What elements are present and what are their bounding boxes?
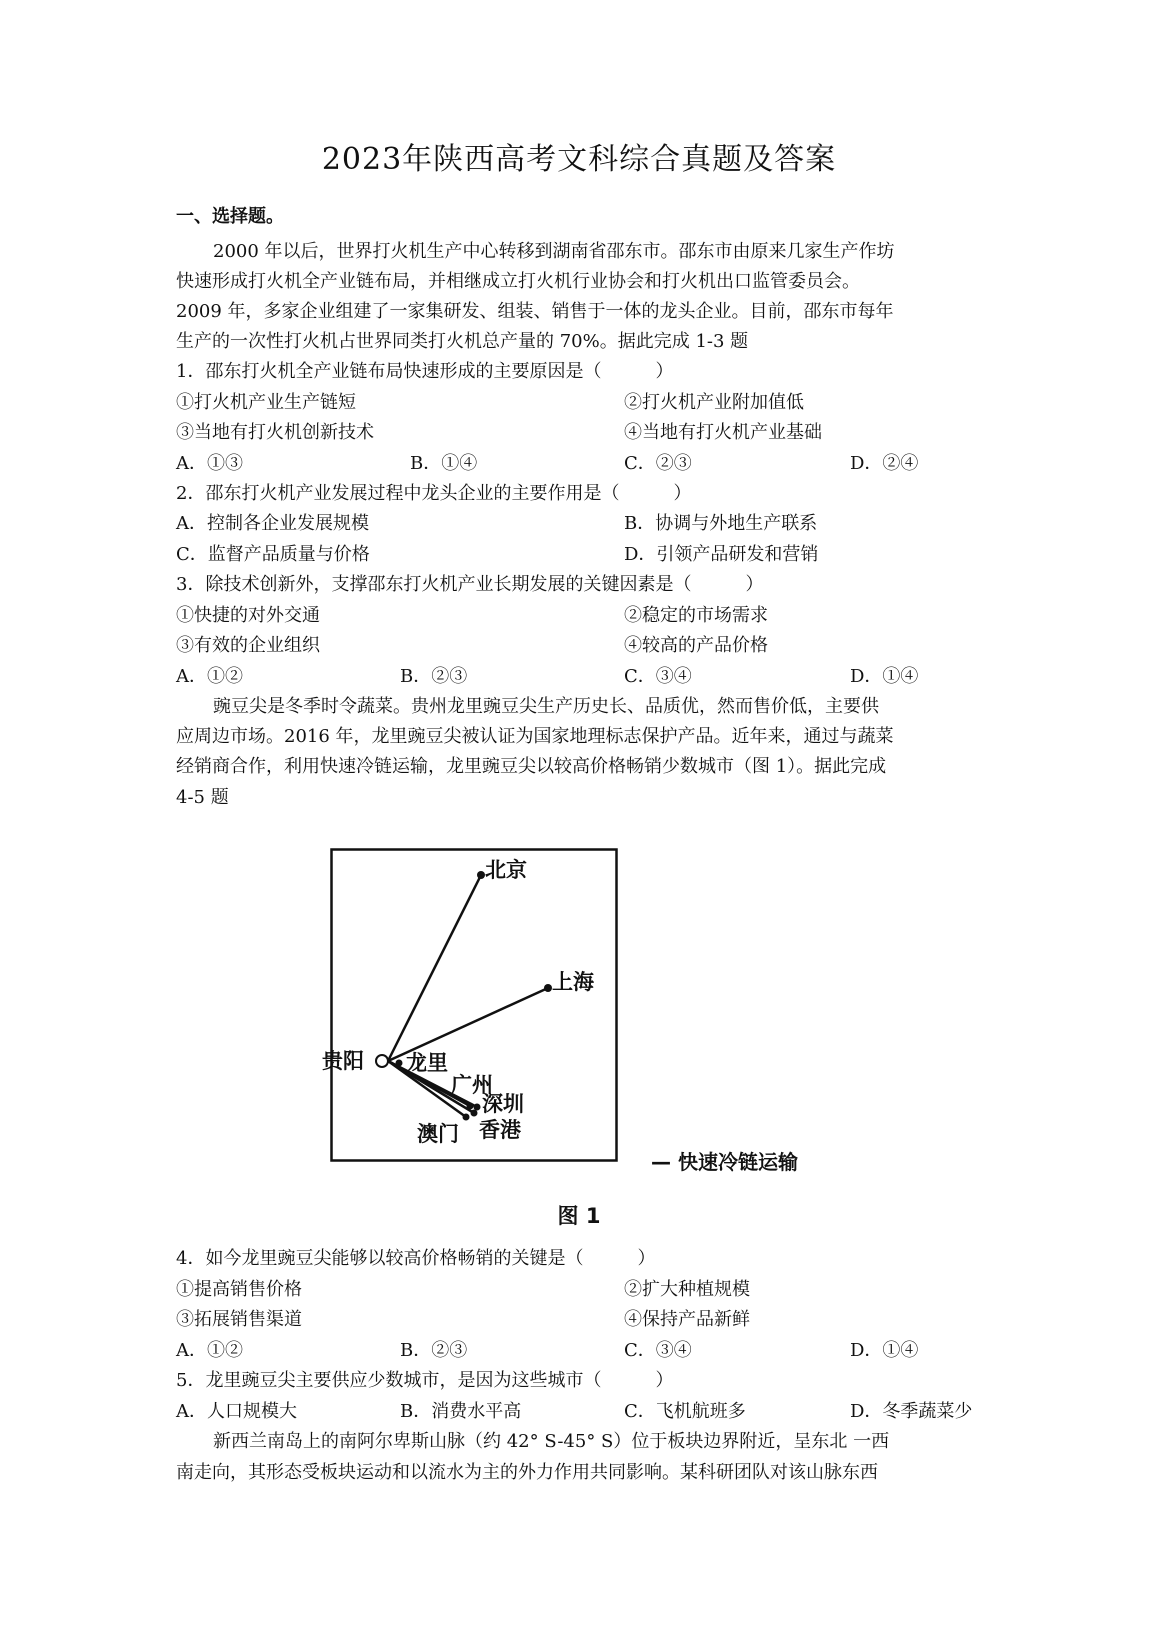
question-4-stem: 4．如今龙里豌豆尖能够以较高价格畅销的关键是（ ） bbox=[176, 1248, 656, 1269]
question-3-option-b: B．②③ bbox=[400, 666, 468, 687]
figure-1-map bbox=[322, 848, 860, 1188]
question-1-option-b: B．①④ bbox=[410, 453, 478, 474]
passage-1-line: 生产的一次性打火机占世界同类打火机总产量的 70%。据此完成 1-3 题 bbox=[176, 331, 749, 352]
macau-point bbox=[463, 1114, 470, 1121]
label-macau: 澳门 bbox=[417, 1122, 459, 1146]
question-5-option-b: B．消费水平高 bbox=[400, 1401, 522, 1422]
question-4-item: ②扩大种植规模 bbox=[624, 1279, 750, 1300]
passage-2-line: 豌豆尖是冬季时令蔬菜。贵州龙里豌豆尖生产历史长、品质优，然而售价低，主要供 bbox=[213, 696, 879, 717]
question-3-item: ②稳定的市场需求 bbox=[624, 605, 768, 626]
shenzhen-point bbox=[474, 1104, 481, 1111]
question-2-option-d: D．引领产品研发和营销 bbox=[624, 544, 819, 565]
figure-1-svg bbox=[330, 848, 860, 1188]
question-2-stem: 2．邵东打火机产业发展过程中龙头企业的主要作用是（ ） bbox=[176, 483, 692, 504]
label-shenzhen: 深圳 bbox=[482, 1092, 524, 1116]
longli-point bbox=[396, 1060, 403, 1067]
section-heading: 一、选择题。 bbox=[176, 206, 284, 227]
passage-2-line: 经销商合作，利用快速冷链运输，龙里豌豆尖以较高价格畅销少数城市（图 1）。据此完成 bbox=[176, 756, 887, 777]
guiyang-point bbox=[376, 1055, 388, 1067]
question-1-item: ②打火机产业附加值低 bbox=[624, 392, 804, 413]
question-2-option-c: C．监督产品质量与价格 bbox=[176, 544, 370, 565]
question-4-item: ④保持产品新鲜 bbox=[624, 1309, 750, 1330]
question-3-item: ④较高的产品价格 bbox=[624, 635, 768, 656]
passage-2-line: 应周边市场。2016 年，龙里豌豆尖被认证为国家地理标志保护产品。近年来，通过与蔬菜 bbox=[176, 726, 894, 747]
question-3-item: ③有效的企业组织 bbox=[176, 635, 320, 656]
question-1-item: ③当地有打火机创新技术 bbox=[176, 422, 374, 443]
label-beijing: 北京 bbox=[485, 858, 527, 882]
question-5-option-c: C．飞机航班多 bbox=[624, 1401, 746, 1422]
question-5-stem: 5．龙里豌豆尖主要供应少数城市，是因为这些城市（ ） bbox=[176, 1370, 674, 1391]
figure-1-legend: — 快速冷链运输 bbox=[651, 1150, 798, 1174]
passage-1-line: 快速形成打火机全产业链布局，并相继成立打火机行业协会和打火机出口监管委员会。 bbox=[176, 271, 860, 292]
label-longli: 龙里 bbox=[406, 1051, 448, 1075]
question-4-option-d: D．①④ bbox=[850, 1340, 919, 1361]
passage-3-line: 南走向，其形态受板块运动和以流水为主的外力作用共同影响。某科研团队对该山脉东西 bbox=[176, 1462, 878, 1483]
route-beijing bbox=[388, 875, 481, 1061]
question-5-option-a: A．人口规模大 bbox=[176, 1401, 297, 1422]
question-1-option-c: C．②③ bbox=[624, 453, 692, 474]
passage-1-line: 2009 年，多家企业组建了一家集研发、组装、销售于一体的龙头企业。目前，邵东市每年 bbox=[176, 301, 894, 322]
shanghai-point bbox=[544, 984, 552, 992]
label-guangzhou: 广州 bbox=[451, 1073, 493, 1097]
question-4-option-c: C．③④ bbox=[624, 1340, 692, 1361]
beijing-point bbox=[477, 871, 485, 879]
label-hongkong: 香港 bbox=[479, 1118, 521, 1142]
question-2-option-b: B．协调与外地生产联系 bbox=[624, 513, 818, 534]
question-4-item: ③拓展销售渠道 bbox=[176, 1309, 302, 1330]
label-shanghai: 上海 bbox=[552, 970, 594, 994]
question-3-item: ①快捷的对外交通 bbox=[176, 605, 320, 626]
question-3-option-c: C．③④ bbox=[624, 666, 692, 687]
hongkong-point bbox=[471, 1110, 478, 1117]
question-5-option-d: D．冬季蔬菜少 bbox=[850, 1401, 973, 1422]
question-3-option-a: A．①② bbox=[176, 666, 243, 687]
question-4-item: ①提高销售价格 bbox=[176, 1279, 302, 1300]
page-title: 2023年陕西高考文科综合真题及答案 bbox=[321, 142, 837, 177]
figure-1-caption: 图 1 bbox=[557, 1204, 601, 1228]
passage-3-line: 新西兰南岛上的南阿尔卑斯山脉（约 42° S-45° S）位于板块边界附近，呈东北 一西 bbox=[213, 1431, 890, 1452]
question-1-option-a: A．①③ bbox=[176, 453, 243, 474]
question-4-option-b: B．②③ bbox=[400, 1340, 468, 1361]
question-2-option-a: A．控制各企业发展规模 bbox=[176, 513, 369, 534]
question-1-stem: 1．邵东打火机全产业链布局快速形成的主要原因是（ ） bbox=[176, 361, 674, 382]
question-3-stem: 3．除技术创新外，支撑邵东打火机产业长期发展的关键因素是（ ） bbox=[176, 574, 764, 595]
passage-2-line: 4-5 题 bbox=[176, 787, 229, 808]
question-1-item: ④当地有打火机产业基础 bbox=[624, 422, 822, 443]
question-1-option-d: D．②④ bbox=[850, 453, 919, 474]
question-1-item: ①打火机产业生产链短 bbox=[176, 392, 356, 413]
question-4-option-a: A．①② bbox=[176, 1340, 243, 1361]
question-3-option-d: D．①④ bbox=[850, 666, 919, 687]
label-guiyang: 贵阳 bbox=[322, 1049, 364, 1073]
passage-1-line: 2000 年以后，世界打火机生产中心转移到湖南省邵东市。邵东市由原来几家生产作坊 bbox=[213, 241, 895, 262]
guangzhou-point bbox=[467, 1103, 474, 1110]
